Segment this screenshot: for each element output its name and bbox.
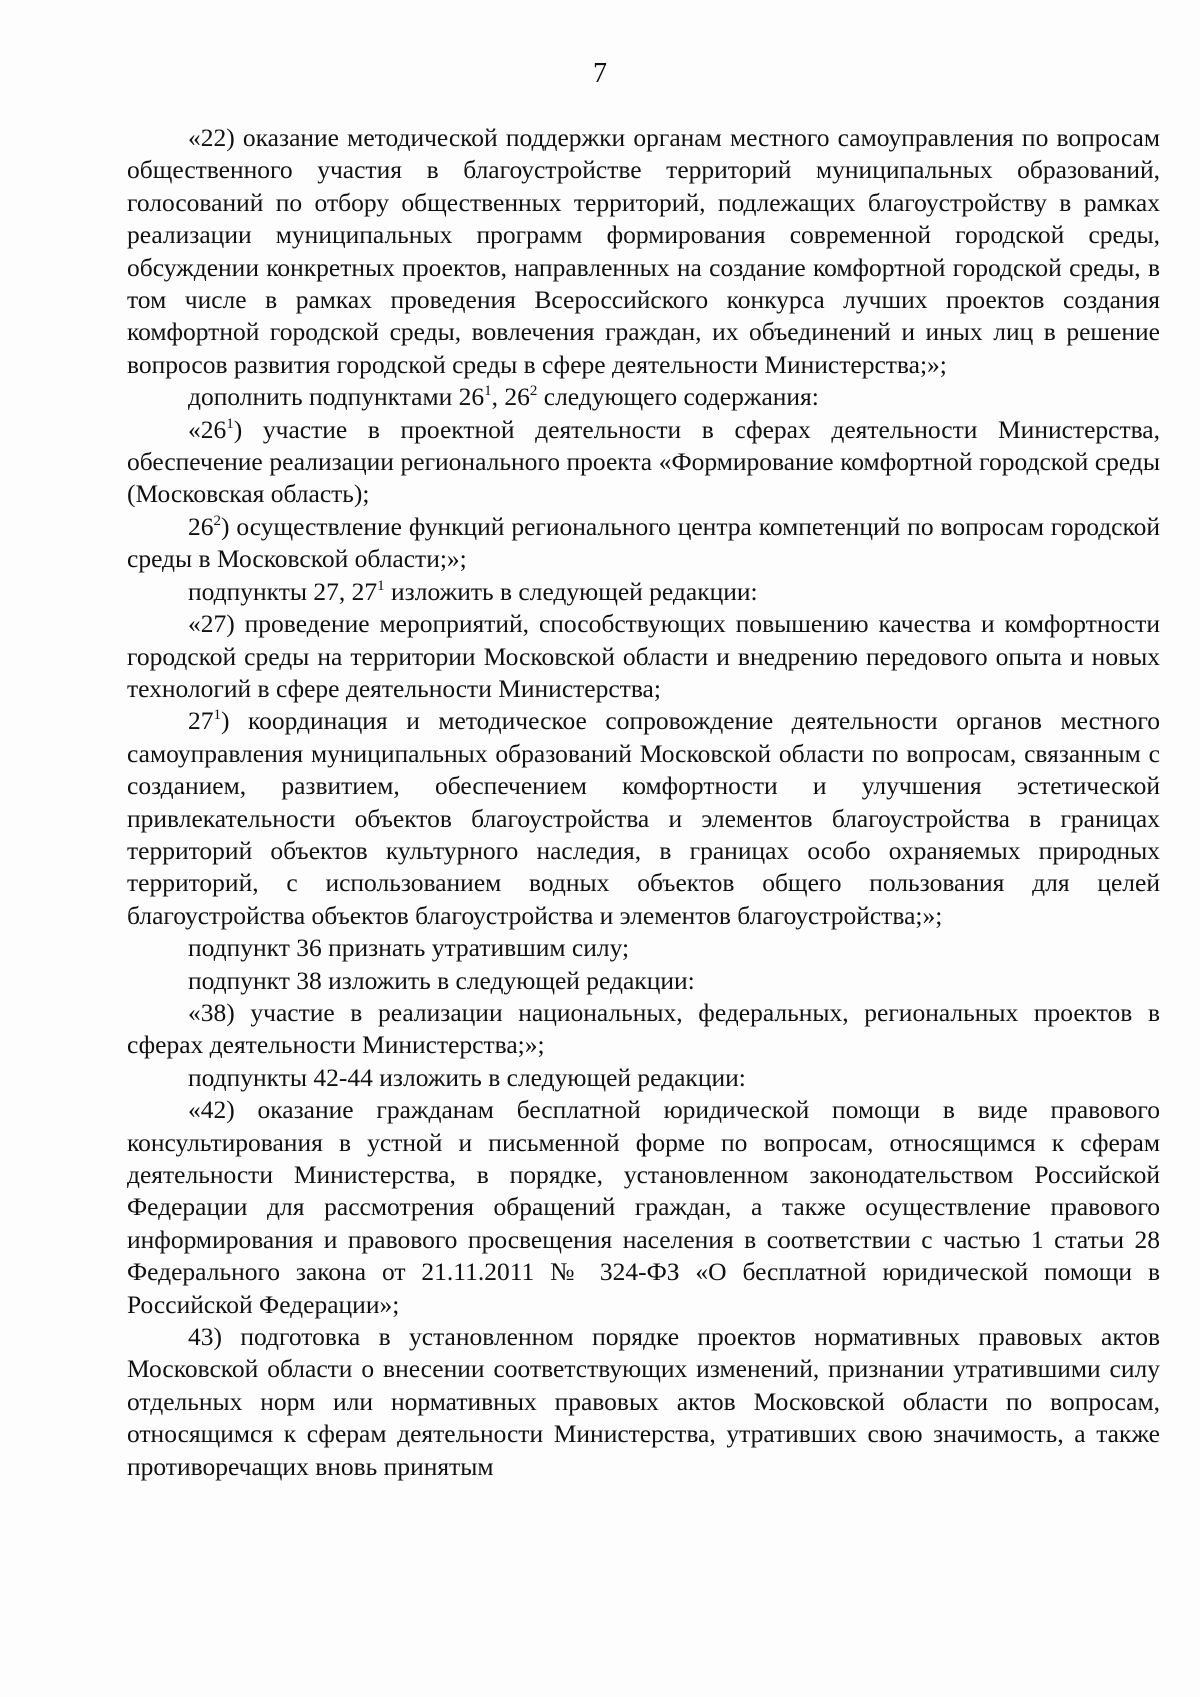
paragraph-add-26: дополнить подпунктами $26^1$, $26^2$ следующего содержания: <box>188 382 819 412</box>
paragraph-26-2: $26^2$) осуществление функций регионального центра компетенций по вопросам городской среды в Московской области;»; <box>127 511 1160 574</box>
paragraph-edit-38: подпункт 38 изложить в следующей редакции: <box>188 965 695 995</box>
paragraph-26-1: «$26^1$) участие в проектной деятельности в сферах деятельности Министерства, обеспечение реализации регионального проекта «Формирование комфортной городской среды (Московская область); <box>127 414 1160 509</box>
paragraph-42: «42) оказание гражданам бесплатной юридической помощи в виде правового консультирования в устной и письменной форме по вопросам, относящимся к сферам деятельности Министерства, в порядке, установленном законодательством Российской Федерации для рассмотрения обращений граждан, а также осуществление правового информирования и правового просвещения населения в соответствии с частью 1 статьи 28 Федерального закона от 21.11.2011 № 324-ФЗ «О бесплатной юридической помощи в Российской Федерации»; <box>127 1095 1160 1319</box>
paragraph-edit-42-44: подпункты 42-44 изложить в следующей редакции: <box>188 1062 746 1092</box>
paragraph-edit-27: подпункты 27, $27^1$ изложить в следующей редакции: <box>188 576 758 606</box>
document-body <box>127 122 1160 1483</box>
page-number: 7 <box>593 58 607 89</box>
paragraph-22: «22) оказание методической поддержки органам местного самоуправления по вопросам общественного участия в благоустройстве территорий муниципальных образований, голосований по отбору общественных территорий, подлежащих благоустройству в рамках реализации муниципальных программ формирования современной городской среды, обсуждении конкретных проектов, направленных на создание комфортной городской среды, в том числе в рамках проведения Всероссийского конкурса лучших проектов создания комфортной городской среды, вовлечения граждан, их объединений и иных лиц в решение вопросов развития городской среды в сфере деятельности Министерства;»; <box>127 123 1160 379</box>
paragraph-36: подпункт 36 признать утратившим силу; <box>188 933 630 963</box>
paragraph-27-1: $27^1$) координация и методическое сопровождение деятельности органов местного самоуправления муниципальных образований Московской области по вопросам, связанным с созданием, развитием, обеспечением комфортности и улучшения эстетической привлекательности объектов благоустройства и элементов благоустройства в границах территорий объектов культурного наследия, в границах особо охраняемых природных территорий, с использованием водных объектов общего пользования для целей благоустройства объектов благоустройства и элементов благоустройства;»; <box>127 706 1160 930</box>
paragraph-27: «27) проведение мероприятий, способствующих повышению качества и комфортности городской среды на территории Московской области и внедрению передового опыта и новых технологий в сфере деятельности Министерства; <box>127 609 1160 703</box>
paragraph-38: «38) участие в реализации национальных, федеральных, региональных проектов в сферах деятельности Министерства;»; <box>127 997 1160 1060</box>
paragraph-43: 43) подготовка в установленном порядке проектов нормативных правовых актов Московской области о внесении соответствующих изменений, признании утратившими силу отдельных норм или нормативных правовых актов Московской области по вопросам, относящимся к сферам деятельности Министерства, утративших свою значимость, а также противоречащих вновь принятым <box>127 1322 1160 1481</box>
